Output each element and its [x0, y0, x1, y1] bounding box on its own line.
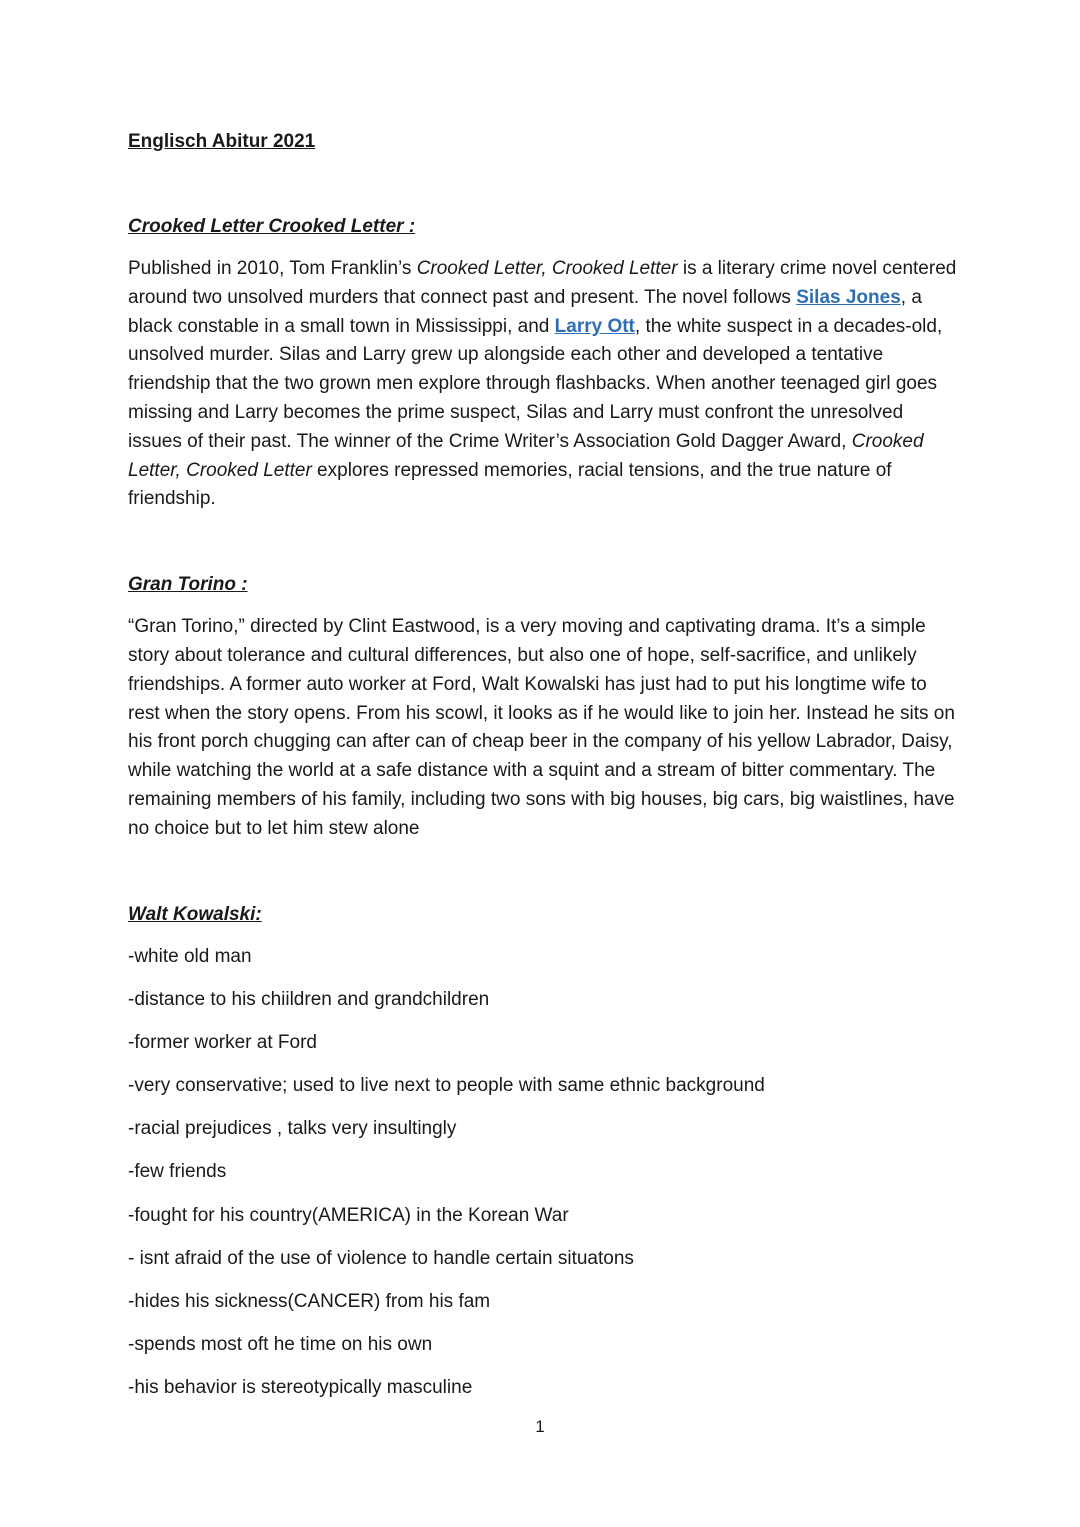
section-heading-walt-kowalski: Walt Kowalski: [128, 903, 262, 925]
text-run: , the white suspect in a decades-old, unsolved murder. Silas and Larry grew up alongside each other and developed a tentative friendship that the two grown men explore through flashbacks. When another teenaged girl goes missing and Larry becomes the prime suspect, Silas and Larry must confront the unresolved issues of their past. The winner of the Crime Writer’s Association Gold Dagger Award, [128, 315, 943, 452]
link-silas-jones[interactable]: Silas Jones [796, 286, 901, 308]
list-item: -spends most oft he time on his own [128, 1334, 433, 1356]
text-run: explores repressed memories, racial tensions, and the true nature of friendship. [128, 459, 892, 510]
book-title-italic: Crooked Letter, Crooked Letter [128, 430, 924, 481]
list-item: -his behavior is stereotypically masculine [128, 1377, 473, 1399]
list-item: -very conservative; used to live next to people with same ethnic background [128, 1075, 765, 1097]
page-number: 1 [535, 1417, 545, 1436]
section-heading-gran-torino: Gran Torino : [128, 574, 248, 596]
list-item: -former worker at Ford [128, 1031, 317, 1053]
list-item: -few friends [128, 1161, 227, 1183]
document-title: Englisch Abitur 2021 [128, 131, 316, 152]
list-item: -white old man [128, 945, 252, 967]
document-page [128, 128, 958, 1418]
paragraph-crooked-letter [128, 255, 958, 514]
list-item: -hides his sickness(CANCER) from his fam [128, 1291, 491, 1313]
text-run: is a literary crime novel centered around two unsolved murders that connect past and present. The novel follows [128, 258, 957, 308]
list-item: -distance to his chiildren and grandchildren [128, 988, 490, 1010]
text-run: , a black constable in a small town in Mississippi, and [128, 286, 922, 337]
section-heading-crooked-letter: Crooked Letter Crooked Letter : [128, 216, 416, 237]
text-run: Published in 2010, Tom Franklin’s [128, 258, 417, 279]
book-title-italic: Crooked Letter, Crooked Letter [416, 258, 678, 279]
list-item: -racial prejudices , talks very insultingly [128, 1118, 457, 1140]
character-traits-list [128, 943, 958, 1418]
link-larry-ott[interactable]: Larry Ott [554, 315, 635, 337]
list-item: -fought for his country(AMERICA) in the Korean War [128, 1204, 569, 1226]
list-item: - isnt afraid of the use of violence to handle certain situatons [128, 1247, 634, 1269]
paragraph-gran-torino: “Gran Torino,” directed by Clint Eastwood, is a very moving and captivating drama. It’s a simple story about tolerance and cultural differences, but also one of hope, self-sacrifice, and unlikely friendships. A former auto worker at Ford, Walt Kowalski has just had to put his longtime wife to rest when the story opens. From his scowl, it looks as if he would like to join her. Instead he sits on his front porch chugging can after can of cheap beer in the company of his yellow Labrador, Daisy, while watching the world at a safe distance with a squint and a stream of bitter commentary. The remaining members of his family, including two sons with big houses, big cars, big waistlines, have no choice but to let him stew alone [128, 616, 955, 839]
